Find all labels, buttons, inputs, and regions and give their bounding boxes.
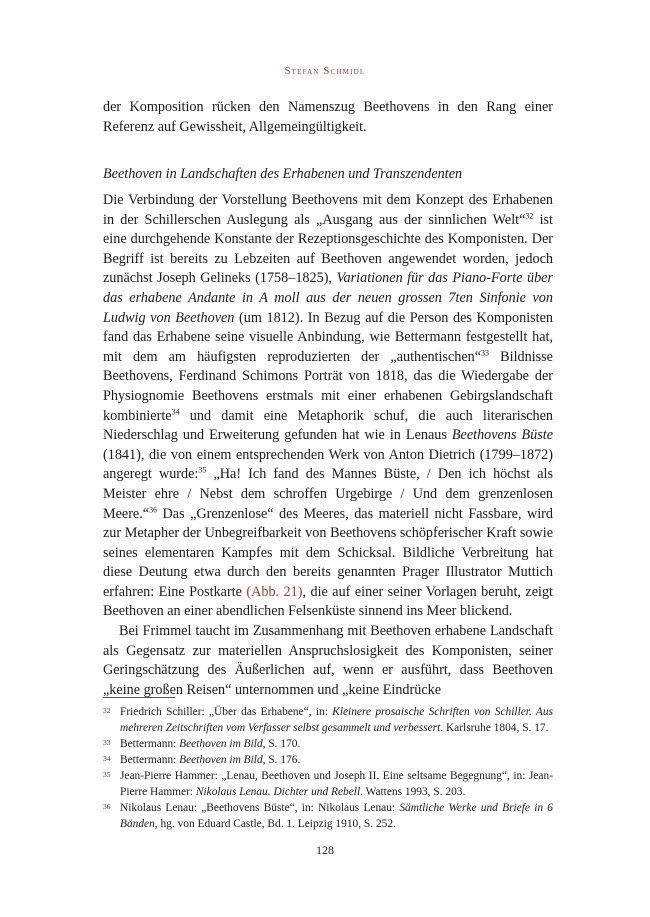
paragraph-2: Bei Frimmel taucht im Zusammenhang mit Beethoven erhabene Landschaft als Gegensatz zur materiellen Anspruchslosigkeit des Komponisten, seiner Geringschätzung des Äußerlichen auf, wenn er ausführt, dass Beethoven „keine großen Reisen“ unternommen und „keine Eindrücke xyxy=(103,623,553,698)
footnote-title: Nikolaus Lenau. Dichter und Rebell xyxy=(195,786,361,798)
footnote-text-part: Bettermann: xyxy=(120,738,180,750)
footnote-text-part: , S. 176. xyxy=(262,754,301,766)
footnote-title: Beethoven im Bild xyxy=(179,754,263,766)
footnote-title: Sämtliche Werke und Briefe in 6 Bänden xyxy=(120,802,554,830)
paragraph-1-text: , die auf einer seiner Vorlagen beruht, zeigt Beethoven an einer abendlichen Felsenküste sinnend ins Meer blickend. xyxy=(103,583,554,620)
footnote-text-part: , S. 170. xyxy=(262,738,301,750)
footnote-text-part: Bettermann: xyxy=(120,754,180,766)
footnote-text xyxy=(120,736,553,752)
footnote-divider xyxy=(103,697,175,698)
footnote-text-part: . Wattens 1993, S. 203. xyxy=(360,786,466,798)
footnote-ref-35[interactable]: 35 xyxy=(198,465,207,475)
footnotes xyxy=(103,704,553,832)
paragraph-1-text: und damit eine Metaphorik schuf, die auch literarischen Niederschlag und Erweiterung gefunden hat wie in Lenaus xyxy=(103,407,553,444)
paragraph-1 xyxy=(103,191,553,622)
footnote-32 xyxy=(103,704,553,736)
footnote-title: Beethoven im Bild xyxy=(179,738,263,750)
footnote-33 xyxy=(103,736,553,752)
paragraph-1-text: ist eine durchgehende Konstante der Rezeptionsgeschichte des Komponisten. Der Begriff ist bereits zu Lebzeiten auf Beethoven angewendet worden, jedoch zunächst Joseph Gelineks (1758–1825), xyxy=(103,211,553,287)
work-title-gelinek: Variationen für das Piano-Forte über das erhabene Andante in A moll aus der neuen grossen 7ten Sinfonie von Ludwig von Beethoven xyxy=(103,270,553,326)
work-title-lenau: Beethovens Büste xyxy=(451,427,553,444)
paragraph-1-text: Bildnisse Beethovens, Ferdinand Schimons Porträt von 1818, das die Wiedergabe der Physiognomie Beethovens erstmals mit einer erhabenen Gebirgslandschaft kombinierte xyxy=(103,348,553,424)
footnote-text-part: Friedrich Schiller: „Über das Erhabene“, in: xyxy=(120,706,333,718)
footnote-34 xyxy=(103,752,553,768)
page-number: 128 xyxy=(316,843,334,857)
footnote-text xyxy=(120,752,553,768)
footnote-number: 35 xyxy=(103,770,111,779)
footnote-number: 34 xyxy=(103,754,111,763)
paragraph-1-text: Die Verbindung der Vorstellung Beethovens mit dem Konzept des Erhabenen in der Schillerschen Auslegung als „Ausgang aus der sinnlichen Welt“ xyxy=(103,192,553,228)
main-text xyxy=(103,191,553,700)
section-heading: Beethoven in Landschaften des Erhabenen und Transzendenten xyxy=(103,166,463,182)
footnote-text xyxy=(120,704,553,736)
footnote-ref-33[interactable]: 33 xyxy=(481,348,490,358)
footnote-text xyxy=(120,768,553,800)
footnote-text xyxy=(120,800,553,832)
footnote-number: 33 xyxy=(103,738,111,747)
footnote-text-part: Jean-Pierre Hammer: „Lenau, Beethoven und Joseph II. Eine seltsame Begegnung“, in: Jean-Pierre Hammer: xyxy=(120,770,553,798)
paragraph-1-text: „Ha! Ich fand des Mannes Büste, / Den ich höchst als Meister ehre / Nebst dem schroffen Urgebirge / Und dem grenzenlosen Meere.“ xyxy=(103,466,553,522)
intro-paragraph-text: der Komposition rücken den Namenszug Beethovens in den Rang einer Referenz auf Gewissheit, Allgemeingültigkeit. xyxy=(103,99,553,135)
footnote-text-part: . Karlsruhe 1804, S. 17. xyxy=(440,722,549,734)
footnote-35 xyxy=(103,768,553,800)
paragraph-1-text: (um 1812). In Bezug auf die Person des Komponisten fand das Erhabene seine visuelle Anbindung, wie Bettermann festgestellt hat, mit dem am häufigsten reproduzierten der „authentischen“ xyxy=(103,309,553,365)
footnote-number: 32 xyxy=(103,706,111,715)
footnote-ref-32[interactable]: 32 xyxy=(525,210,534,220)
footnote-title: Kleinere prosaische Schriften von Schiller. Aus mehreren Zeitschriften vom Verfasser selbst gesammelt und verbessert xyxy=(120,706,554,734)
paragraph-1-text: Das „Grenzenlose“ des Meeres, das materiell nicht Fassbare, wird zur Metapher der Unbegreifbarkeit von Beethovens schöpferischer Kraft sowie seines elementaren Kampfes mit dem Schicksal. Bildliche Verbreitung hat diese Deutung etwa durch den bereits genannten Prager Illustrator Muttich erfahren: Eine Postkarte xyxy=(103,505,553,600)
footnote-ref-36[interactable]: 36 xyxy=(149,504,158,514)
intro-paragraph xyxy=(103,98,553,137)
footnote-text-part: , hg. von Eduard Castle, Bd. 1. Leipzig 1910, S. 252. xyxy=(154,818,396,830)
paragraph-1-text: (1841), die von einem entsprechenden Werk von Anton Dietrich (1799–1872) angeregt wurde: xyxy=(103,446,553,483)
footnote-36 xyxy=(103,800,553,832)
figure-reference-link[interactable]: (Abb. 21) xyxy=(246,583,303,600)
footnote-ref-34[interactable]: 34 xyxy=(171,406,180,416)
footnote-text-part: Nikolaus Lenau: „Beethovens Büste“, in: Nikolaus Lenau: xyxy=(120,802,400,814)
running-head: Stefan Schmidl xyxy=(284,66,366,77)
footnote-number: 36 xyxy=(103,802,111,811)
